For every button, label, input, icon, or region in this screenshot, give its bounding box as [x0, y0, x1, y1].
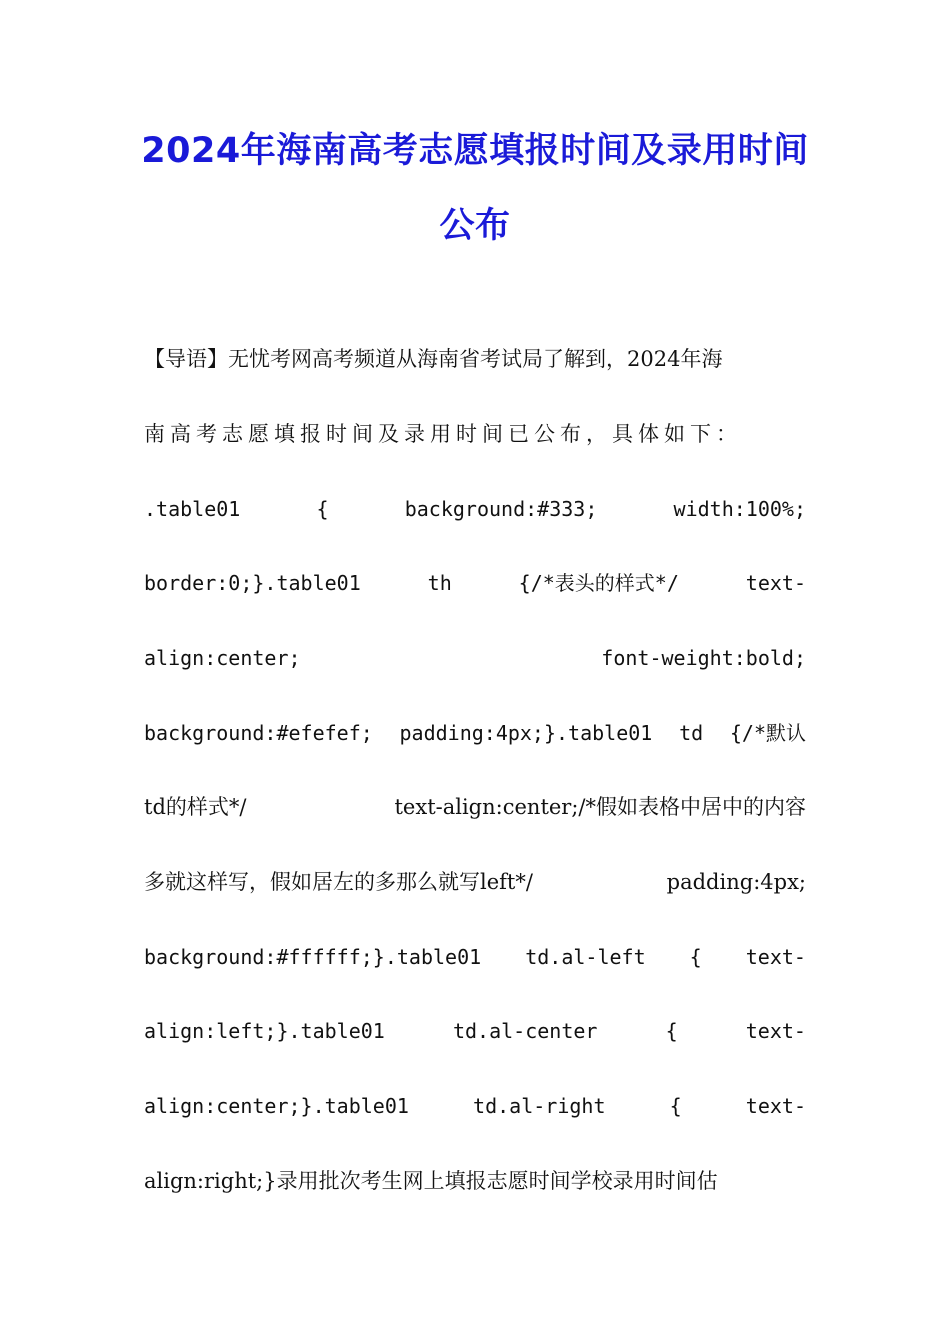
code-text: text- — [745, 945, 806, 969]
document-title-line-1: 2024年海南高考志愿填报时间及录用时间 — [141, 131, 809, 171]
code-text: text- — [745, 571, 806, 595]
body-text: 南高考志愿填报时间及录用时间已公布，具体如下： — [144, 422, 742, 446]
body-text: text-align:center;/*假如表格中居中的内容 — [394, 795, 806, 819]
code-text: background:#333; — [404, 497, 598, 521]
code-text: { — [689, 945, 702, 969]
code-text: text- — [745, 1019, 806, 1043]
body-text: padding:4px; — [666, 870, 806, 894]
body-line-9 — [144, 940, 806, 974]
body-text: td的样式*/ — [144, 795, 247, 819]
body-line-10 — [144, 1014, 806, 1048]
code-text: {/*默认 — [729, 721, 806, 745]
body-line-8 — [144, 865, 806, 899]
code-text: background:#ffffff;}.table01 — [144, 945, 482, 969]
body-text: 【导语】无忧考网高考频道从海南省考试局了解到，2024年海 — [144, 347, 723, 371]
code-text: border:0;}.table01 — [144, 571, 361, 595]
code-text: width:100%; — [673, 497, 806, 521]
code-text: th — [427, 571, 452, 595]
code-text: td.al-right — [473, 1094, 606, 1118]
code-text: font-weight:bold; — [601, 646, 806, 670]
body-line-3 — [144, 492, 806, 526]
code-text: td.al-center — [452, 1019, 598, 1043]
body-text: 多就这样写，假如居左的多那么就写left*/ — [144, 870, 533, 894]
body-line-6 — [144, 716, 806, 750]
body-text: align:right;}录用批次考生网上填报志愿时间学校录用时间估 — [144, 1169, 718, 1193]
body-line-5 — [144, 641, 806, 675]
document-title-line-2: 公布 — [439, 206, 511, 246]
code-text: align:center; — [144, 646, 301, 670]
code-text: { — [665, 1019, 678, 1043]
code-text: padding:4px;}.table01 — [399, 721, 653, 745]
code-text: {/*表头的样式*/ — [518, 571, 679, 595]
body-line-1 — [144, 342, 806, 376]
code-text: align:left;}.table01 — [144, 1019, 385, 1043]
code-text: td.al-left — [525, 945, 646, 969]
code-text: .table01 — [144, 497, 241, 521]
body-line-12 — [144, 1164, 806, 1198]
code-text: td — [679, 721, 704, 745]
body-line-4 — [144, 566, 806, 600]
code-text: background:#efefef; — [144, 721, 373, 745]
code-text: { — [316, 497, 329, 521]
code-text: align:center;}.table01 — [144, 1094, 409, 1118]
body-line-11 — [144, 1089, 806, 1123]
code-text: text- — [745, 1094, 806, 1118]
body-line-7 — [144, 790, 806, 824]
code-text: { — [669, 1094, 682, 1118]
body-line-2 — [144, 417, 806, 451]
